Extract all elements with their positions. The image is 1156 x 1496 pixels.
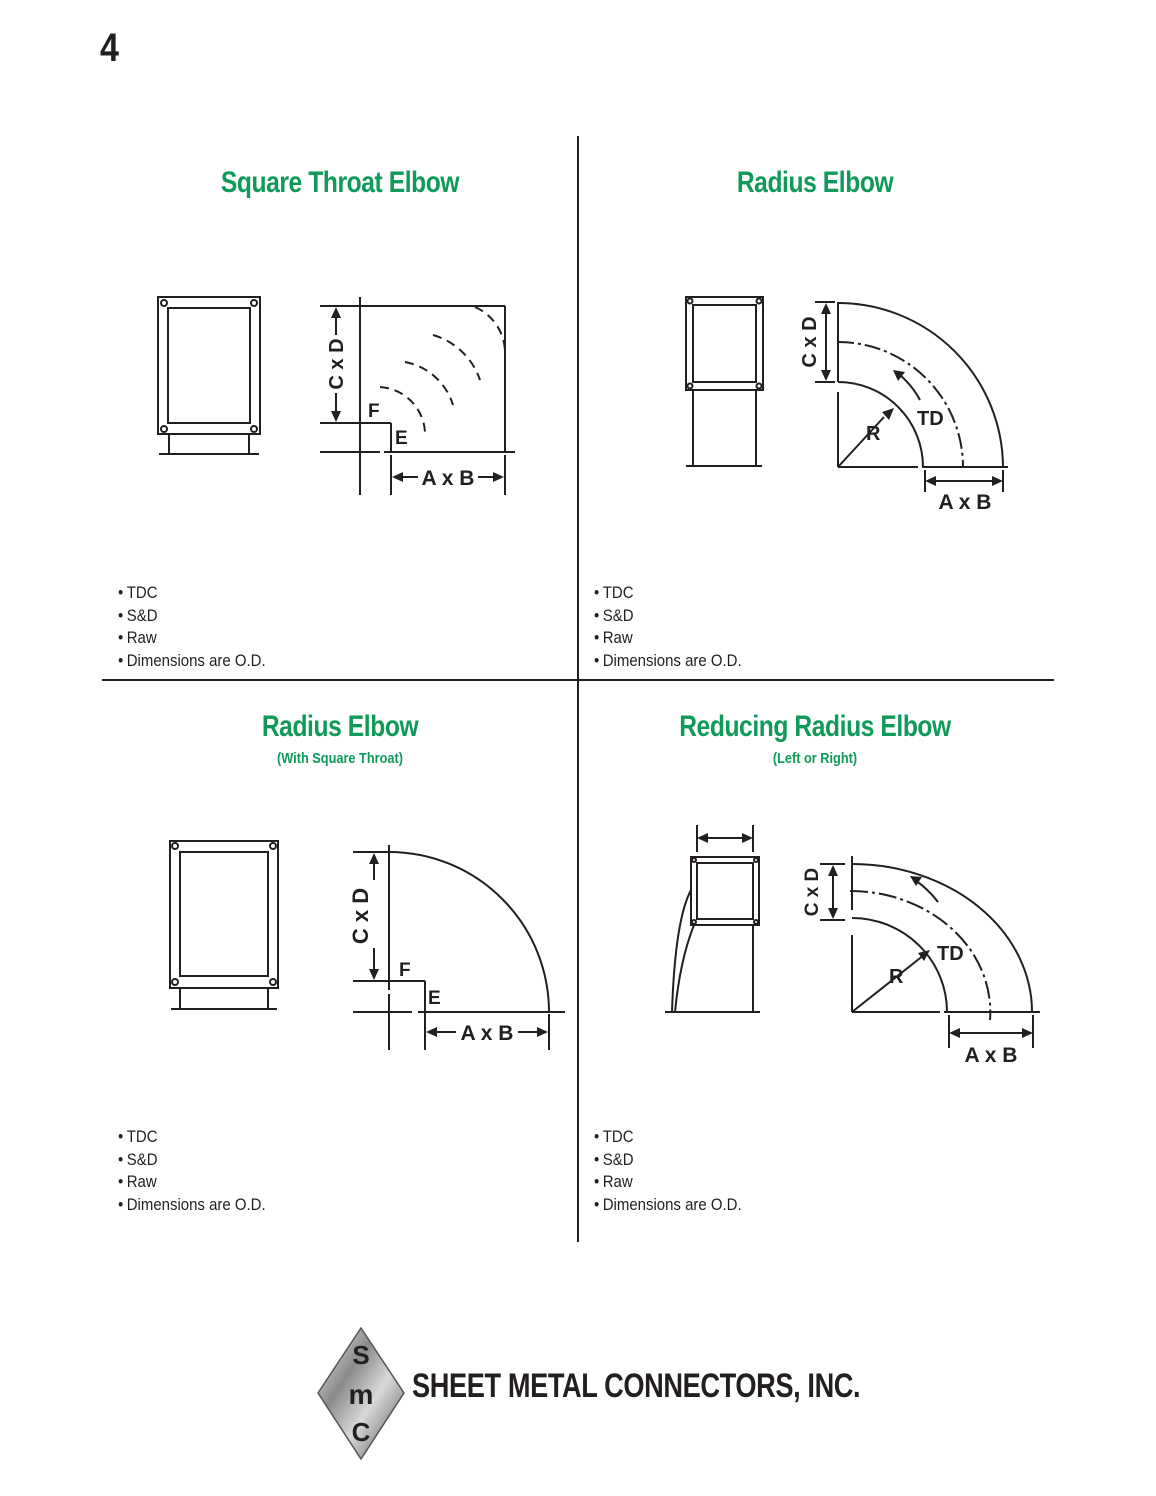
svg-text:C x D: C x D [348, 887, 373, 945]
list-item: • TDC [594, 582, 742, 605]
vertical-divider [577, 136, 579, 1242]
svg-text:R: R [889, 966, 904, 988]
list-item: • TDC [594, 1126, 742, 1149]
feature-list [594, 1126, 742, 1216]
feature-list [594, 582, 742, 672]
list-item: • Dimensions are O.D. [118, 650, 266, 673]
list-item: • S&D [118, 605, 266, 628]
panel-title: Radius Elbow [261, 710, 419, 743]
panel-title: Reducing Radius Elbow [679, 710, 951, 743]
svg-text:A x B: A x B [964, 1044, 1018, 1067]
list-item: • S&D [594, 1149, 742, 1172]
svg-text:E: E [428, 988, 441, 1009]
list-item: • Raw [118, 1171, 266, 1194]
svg-text:C x D: C x D [802, 867, 823, 917]
list-item: • Dimensions are O.D. [118, 1194, 266, 1217]
radius-elbow-diagram [670, 280, 1030, 520]
page-number: 4 [100, 26, 119, 70]
panel-title: Radius Elbow [736, 166, 894, 199]
feature-list [118, 1126, 266, 1216]
svg-text:A x B: A x B [421, 467, 475, 490]
square-throat-elbow-diagram [150, 280, 530, 510]
svg-text:C x D: C x D [326, 338, 348, 390]
list-item: • S&D [118, 1149, 266, 1172]
svg-text:C x D: C x D [799, 316, 821, 368]
svg-text:F: F [368, 401, 380, 422]
list-item: • S&D [594, 605, 742, 628]
svg-text:TD: TD [937, 943, 964, 965]
svg-text:C: C [351, 1417, 371, 1447]
svg-text:F: F [399, 960, 411, 981]
company-name: SHEET METAL CONNECTORS, INC. [412, 1367, 861, 1405]
reducing-radius-elbow-diagram [655, 820, 1055, 1070]
list-item: • Dimensions are O.D. [594, 650, 742, 673]
panel-title: Square Throat Elbow [220, 166, 460, 199]
horizontal-divider [102, 679, 1054, 681]
feature-list [118, 582, 266, 672]
svg-text:S: S [352, 1340, 370, 1370]
list-item: • TDC [118, 1126, 266, 1149]
list-item: • Raw [118, 627, 266, 650]
svg-text:m: m [348, 1379, 374, 1410]
list-item: • Raw [594, 1171, 742, 1194]
svg-text:A x B: A x B [460, 1022, 514, 1045]
svg-text:R: R [866, 423, 881, 445]
svg-text:TD: TD [917, 408, 944, 430]
list-item: • TDC [118, 582, 266, 605]
panel-subtitle: (Left or Right) [772, 750, 858, 767]
list-item: • Raw [594, 627, 742, 650]
radius-elbow-square-throat-diagram [160, 830, 570, 1060]
panel-subtitle: (With Square Throat) [277, 750, 403, 767]
smc-logo-icon [316, 1326, 406, 1461]
list-item: • Dimensions are O.D. [594, 1194, 742, 1217]
svg-text:A x B: A x B [938, 491, 992, 514]
svg-text:E: E [395, 428, 408, 449]
